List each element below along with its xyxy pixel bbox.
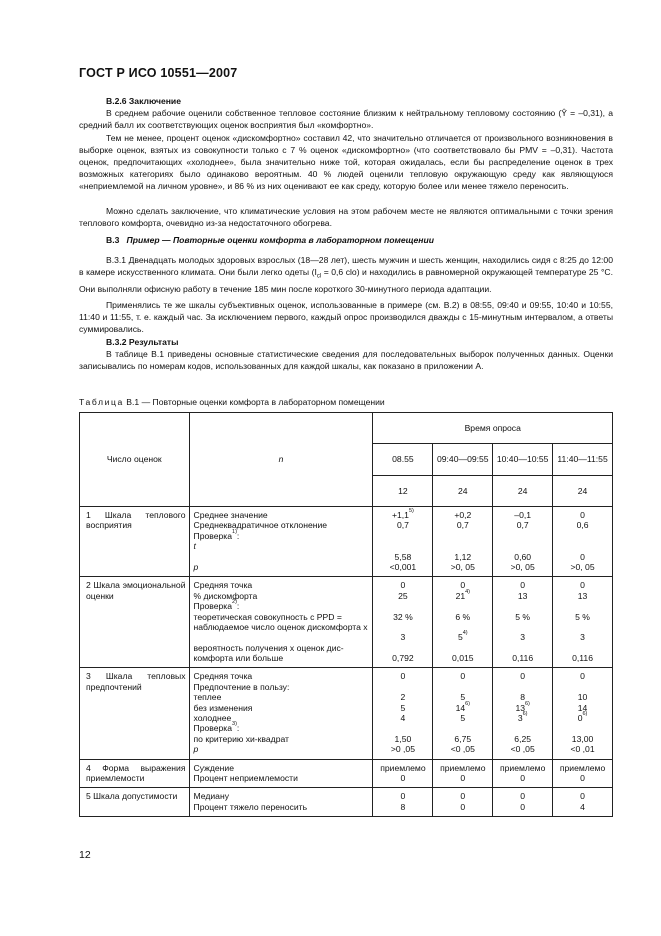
- value-line: 5 %: [515, 611, 531, 622]
- value-line: 0: [580, 791, 585, 802]
- measure-line: Среднее значение: [193, 510, 268, 520]
- value-line: 14: [577, 702, 588, 713]
- value-line: 0: [400, 772, 406, 783]
- value-line: 4: [400, 713, 406, 724]
- measure-line: по критерию хи-квадрат: [193, 733, 289, 744]
- value-line: 0: [460, 772, 466, 783]
- measure-line: Проверка$^{3)}$:: [193, 721, 240, 734]
- results-table: [79, 412, 613, 817]
- value-line: 0,60: [514, 551, 532, 562]
- header-count-of-ratings: Число оценок: [80, 413, 190, 507]
- header-time-3: 11:40—11:55: [553, 444, 613, 476]
- value-line: 6,25: [514, 733, 532, 744]
- value-line: >0 ,05: [390, 744, 415, 755]
- value-line: [435, 682, 490, 692]
- table-row: [80, 577, 613, 668]
- measure-line: Среднеквадратичное отклонение: [193, 520, 328, 531]
- value-line: [555, 643, 610, 653]
- measure-line: теплее: [193, 692, 222, 703]
- value-line: 13$^{6)}$: [515, 700, 530, 713]
- header-n-value-3: 24: [553, 476, 613, 507]
- header-n: n: [189, 413, 373, 507]
- scale-label: 1 Шкала теплового восприятия: [80, 507, 190, 577]
- value-line: 0: [460, 580, 466, 591]
- section-b3-title: Пример — Повторные оценки комфорта в лабораторном помещении: [126, 235, 434, 245]
- value-line: 1,12: [454, 551, 472, 562]
- value-cell: [553, 759, 613, 788]
- value-line: >0, 05: [450, 561, 475, 572]
- measure-line: наблюдаемое число оценок дискомфорта x: [193, 621, 368, 632]
- measure-line: комфорта или больше: [193, 653, 284, 664]
- value-line: 0,7: [456, 520, 469, 531]
- scale-label: 3 Шкала тепловых предпочтений: [80, 668, 190, 759]
- header-time-2: 10:40—10:55: [493, 444, 553, 476]
- value-line: [375, 541, 430, 551]
- section-b3-heading: [106, 234, 434, 246]
- value-line: приемлемо: [380, 762, 426, 773]
- value-line: [435, 601, 490, 611]
- measure-line: Средняя точка: [193, 580, 253, 591]
- measure-cell: [189, 668, 373, 759]
- value-line: 0,015: [452, 653, 474, 664]
- value-cell: [553, 507, 613, 577]
- value-line: 14$^{6)}$: [455, 700, 471, 713]
- table-caption: Таблица В.1 — Повторные оценки комфорта в лабораторном помещении: [79, 397, 385, 407]
- scale-label: 5 Шкала допустимости: [80, 788, 190, 817]
- measure-line: Процент неприемлемости: [193, 772, 298, 783]
- value-line: 6 %: [455, 611, 471, 622]
- value-line: [375, 643, 430, 653]
- value-line: 0: [580, 772, 585, 783]
- header-n-value-2: 24: [493, 476, 553, 507]
- value-line: [375, 682, 430, 692]
- value-line: 0: [520, 671, 526, 682]
- value-line: >0, 05: [570, 561, 595, 572]
- value-line: 0: [580, 510, 585, 520]
- value-line: 8: [520, 692, 526, 703]
- value-line: 0,116: [572, 653, 593, 664]
- section-b26-paragraph-3: Можно сделать заключение, что климатические условия на этом рабочем месте не являются оптимальными с точки зрения теплового комфорта, очевидно из-за недостаточного обогрева.: [79, 206, 613, 229]
- value-line: 4: [580, 801, 585, 812]
- value-line: 0: [580, 580, 585, 591]
- value-line: [375, 601, 430, 611]
- value-cell: [493, 759, 553, 788]
- value-cell: [373, 759, 433, 788]
- section-b31-paragraph: В.3.1 Двенадцать молодых здоровых взрослых (18—28 лет), шесть мужчин и шесть женщин, находились сидя с 8:25 до 12:00 в камере искусственного климата. Они были легко одеты ($I_{cl} = 0,6$ clo) и находились в равномерной окружающей температуре 25 °С. Они выполняли офисную работу в течение 185 мин после короткого 30-минутного периода адаптации.: [79, 255, 613, 294]
- value-line: [375, 622, 430, 632]
- value-line: 3: [520, 632, 526, 643]
- measure-line: без изменения: [193, 702, 253, 713]
- value-line: [555, 682, 610, 692]
- table-row: [80, 759, 613, 788]
- value-line: приемлемо: [440, 762, 486, 773]
- value-line: 0: [460, 801, 466, 812]
- value-cell: [373, 668, 433, 759]
- measure-line: [194, 632, 370, 642]
- measure-cell: [189, 507, 373, 577]
- value-line: $+1,1^{5)}$: [391, 508, 414, 520]
- value-line: 0,792: [392, 653, 414, 664]
- header-survey-time: Время опроса: [373, 413, 613, 444]
- measure-line: Проверка$^{2)}$:: [193, 599, 240, 612]
- value-line: 13: [577, 590, 588, 601]
- value-cell: [433, 577, 493, 668]
- value-line: <0 ,05: [510, 744, 535, 755]
- value-line: 0,7: [396, 520, 409, 531]
- value-line: 13,00: [571, 733, 594, 744]
- measure-cell: [189, 577, 373, 668]
- header-n-value-1: 24: [433, 476, 493, 507]
- measure-line: % дискомфорта: [193, 590, 258, 601]
- value-line: [555, 531, 610, 541]
- value-line: [495, 682, 550, 692]
- value-line: 0$^{6)}$: [577, 711, 588, 724]
- value-line: [555, 601, 610, 611]
- value-line: [555, 541, 610, 551]
- value-line: <0,001: [389, 561, 417, 572]
- measure-line: t: [193, 541, 196, 552]
- value-line: 5,58: [394, 551, 412, 562]
- value-line: приемлемо: [559, 762, 606, 773]
- value-line: 0: [400, 671, 406, 682]
- value-cell: [433, 788, 493, 817]
- section-b3-number: В.3: [106, 235, 120, 245]
- value-line: 32 %: [393, 611, 413, 622]
- header-n-value-0: 12: [373, 476, 433, 507]
- value-line: <0 ,01: [570, 744, 595, 755]
- measure-line: p: [193, 561, 199, 572]
- value-line: 10: [577, 692, 588, 703]
- value-line: 0: [460, 791, 466, 802]
- value-cell: [373, 577, 433, 668]
- value-line: [435, 531, 490, 541]
- scale-label: 2 Шкала эмоциональной оценки: [80, 577, 190, 668]
- page-number: 12: [79, 849, 91, 861]
- value-line: [435, 643, 490, 653]
- value-line: 5$^{4)}$: [457, 630, 468, 643]
- value-cell: [493, 788, 553, 817]
- value-line: 1,50: [394, 733, 412, 744]
- value-cell: [553, 788, 613, 817]
- measure-line: Процент тяжело переносить: [193, 801, 308, 812]
- value-cell: [493, 507, 553, 577]
- table-row: [80, 668, 613, 759]
- section-b26-paragraph-2: Тем не менее, процент оценок «дискомфортно» составил 42, что значительно отличается от произвольного возникновения в выборке оценок, взятых из совокупности только с 7 % оценок «дискомфортно» (что соответствовало бы PMV = –0,31). Частота оценок, предпочитающих «холоднее», была значительно ниже той, которая ожидалась, если бы распределение оценок в трех возможных категориях было одинаково вероятным. 40 % людей оценили тепловую окружающую среду как являющуюся «неприемлемой на личном уровне», и 86 % из них оценивают ее как среду, которую более или менее тяжело переносить.: [79, 133, 613, 192]
- value-line: 0: [520, 772, 526, 783]
- value-line: 0: [520, 791, 526, 802]
- value-line: 0: [400, 580, 406, 591]
- table-row: [80, 788, 613, 817]
- value-line: 0: [580, 551, 585, 562]
- value-line: 0: [520, 801, 526, 812]
- value-line: 5 %: [575, 611, 590, 622]
- value-cell: [433, 507, 493, 577]
- value-line: 13: [517, 590, 528, 601]
- value-line: >0, 05: [510, 561, 535, 572]
- value-line: 3: [580, 632, 585, 643]
- measure-line: p: [193, 744, 199, 755]
- value-cell: [493, 577, 553, 668]
- value-line: <0 ,05: [450, 744, 475, 755]
- value-cell: [373, 788, 433, 817]
- table-row: [80, 507, 613, 577]
- section-b26-paragraph-1: В среднем рабочие оценили собственное тепловое состояние близким к нейтральному тепловому состоянию (Ŷ = –0,31), а средний балл их соответствующих оценок восприятия был «комфортно».: [79, 108, 613, 131]
- value-line: 25: [398, 590, 408, 601]
- value-line: 0: [460, 671, 466, 682]
- value-line: 0: [400, 791, 406, 802]
- value-line: [495, 643, 550, 653]
- value-cell: [553, 668, 613, 759]
- value-line: [555, 622, 610, 632]
- section-b31-paragraph-2: Применялись те же шкалы субъективных оценок, использованные в примере (см. В.2) в 08:55, 09:40 и 09:55, 10:40 и 10:55, 11:40 и 11:55, т. е. каждый час. За исключением первого, каждый опрос производился дважды с 15-минутным интервалом, а ответы суммировались.: [79, 300, 613, 335]
- measure-line: теоретическая совокупность с PPD =: [193, 611, 342, 622]
- measure-line: Суждение: [193, 762, 234, 773]
- value-line: [495, 622, 550, 632]
- value-line: [375, 723, 430, 733]
- value-line: приемлемо: [499, 762, 546, 773]
- value-line: [495, 601, 550, 611]
- measure-line: Медиану: [193, 791, 229, 802]
- value-line: 5: [460, 713, 466, 724]
- value-line: 0: [580, 671, 585, 682]
- measure-line: вероятность получения x оценок дис-: [193, 642, 344, 653]
- value-line: [495, 541, 550, 551]
- value-cell: [433, 759, 493, 788]
- value-line: 6,75: [454, 733, 472, 744]
- value-cell: [553, 577, 613, 668]
- value-line: 0,6: [576, 520, 589, 531]
- header-time-1: 09:40—09:55: [433, 444, 493, 476]
- measure-line: [194, 552, 370, 562]
- value-line: [555, 723, 610, 733]
- value-line: 0,7: [516, 520, 529, 531]
- value-line: 8: [400, 801, 406, 812]
- value-line: 5: [460, 692, 466, 703]
- measure-line: Предпочтение в пользу:: [193, 681, 290, 692]
- measure-line: Средняя точка: [193, 671, 253, 682]
- scale-label: 4 Форма выражения приемлемости: [80, 759, 190, 788]
- value-line: [495, 531, 550, 541]
- value-line: 0: [520, 580, 526, 591]
- value-cell: [493, 668, 553, 759]
- value-line: 21$^{4)}$: [455, 588, 471, 601]
- value-cell: [433, 668, 493, 759]
- section-b32-paragraph: В таблице В.1 приведены основные статистические сведения для последовательных выборок полученных данных. Оценки записывались по номерам кодов, использованных для каждой шкалы, как показано в приложении А.: [79, 349, 613, 372]
- measure-cell: [189, 788, 373, 817]
- section-b32-heading: В.3.2 Результаты: [106, 337, 179, 347]
- value-line: [435, 723, 490, 733]
- value-cell: [373, 507, 433, 577]
- value-line: [435, 541, 490, 551]
- value-line: 0,116: [512, 653, 534, 664]
- header-time-0: 08.55: [373, 444, 433, 476]
- value-line: 5: [400, 702, 406, 713]
- value-line: –0,1: [514, 510, 532, 520]
- value-line: [495, 723, 550, 733]
- value-line: [375, 531, 430, 541]
- value-line: 3$^{6)}$: [517, 711, 528, 724]
- value-line: 2: [400, 692, 406, 703]
- measure-cell: [189, 759, 373, 788]
- document-header: ГОСТ Р ИСО 10551—2007: [79, 66, 238, 80]
- measure-line: Проверка$^{1)}$:: [193, 528, 240, 541]
- value-line: 3: [400, 632, 406, 643]
- section-b26-heading: В.2.6 Заключение: [106, 96, 181, 106]
- value-line: +0,2: [454, 510, 472, 520]
- measure-line: холоднее: [193, 713, 232, 724]
